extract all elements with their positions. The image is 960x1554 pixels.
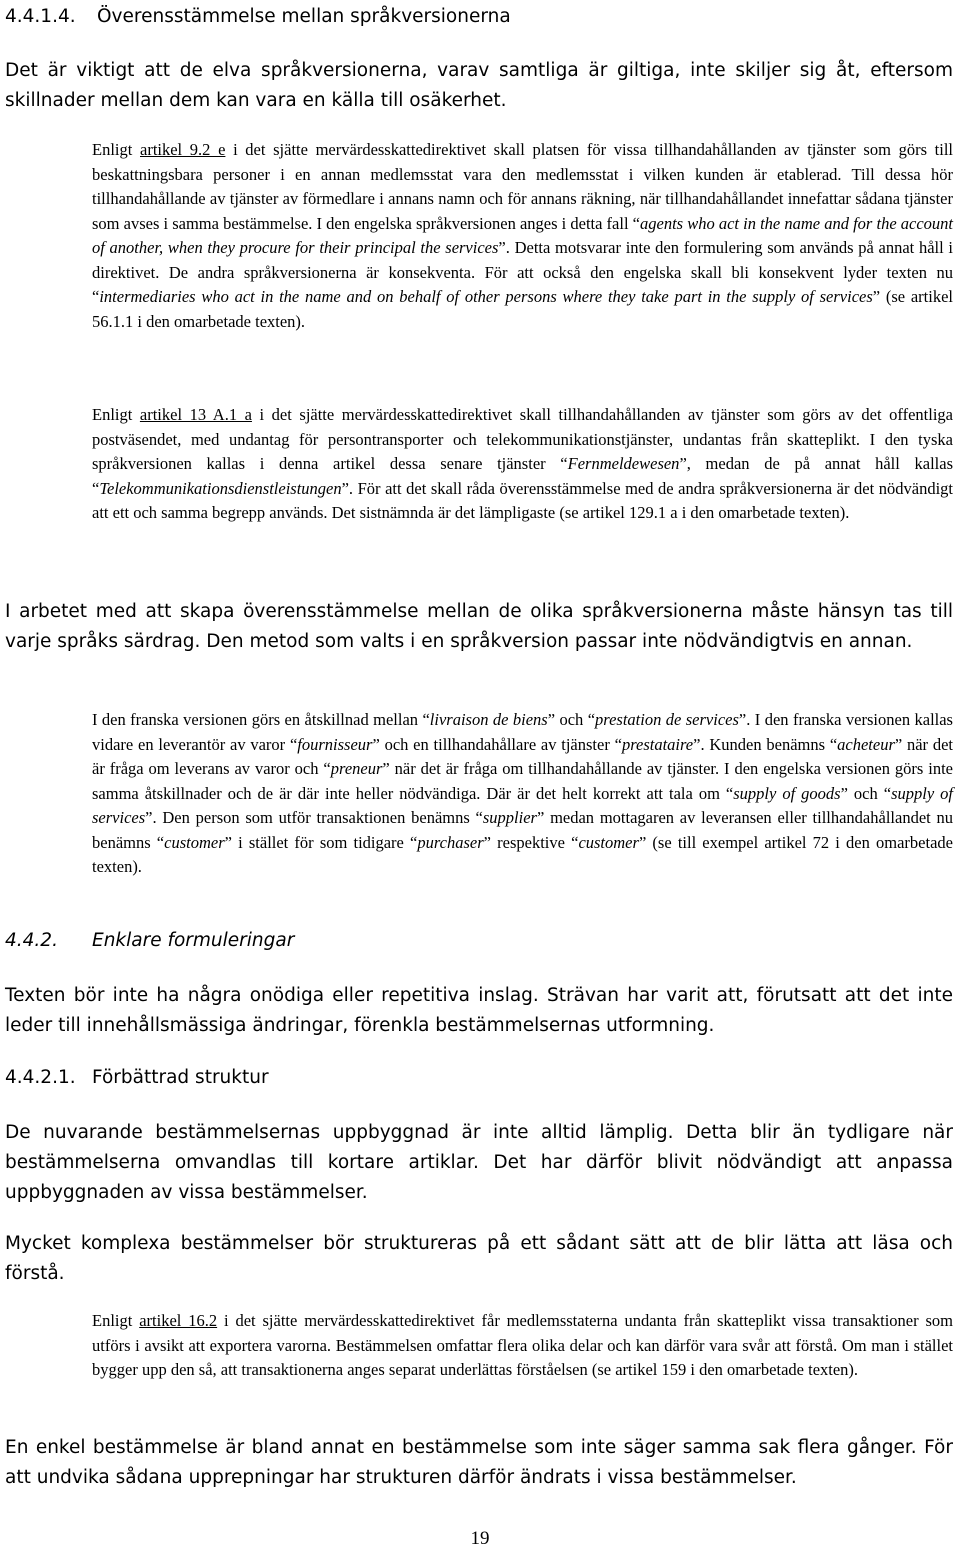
body-paragraph: De nuvarande bestämmelsernas uppbyggnad är inte alltid lämplig. Detta blir än tydligare när bestämmelserna omvandlas till kortare artiklar. Det har därför blivit nödvändigt att anpassa uppbyggnaden av vissa bestämmelser. (5, 1122, 953, 1203)
body-paragraph: Texten bör inte ha några onödiga eller repetitiva inslag. Strävan har varit att, förutsatt att det inte leder till innehållsmässiga ändringar, förenkla bestämmelsernas utformning. (5, 985, 953, 1036)
page-number: 19 (470, 1528, 490, 1549)
example-paragraph-article-16-2: Enligt artikel 16.2 i det sjätte mervärdesskattedirektivet får medlemsstaterna undanta från skatteplikt vissa transaktioner som utförs i avsikt att exportera varorna. Bestämmelsen omfattar flera olika delar och kan därför vara svår att förstå. Om man i stället bygger upp den så, att transaktionerna anges separat underlättas förståelsen (se artikel 159 i den omarbetade texten). (92, 1311, 953, 1379)
section-title: Överensstämmelse mellan språkversionerna (97, 6, 511, 27)
article-link[interactable]: artikel 16.2 (139, 1311, 218, 1330)
example-paragraph-french-version: I den franska versionen görs en åtskillnad mellan “livraison de biens” och “prestation de services”. I den franska versionen kallas vidare en leverantör av varor “fournisseur” och en tillhandahållare av tjänster “prestataire”. Kunden benämns “acheteur” när det är fråga om leverans av varor och “preneur” när det är fråga om tillhandahållande av tjänster. I den engelska versionen görs inte samma åtskillnader och de är där inte heller nödvändiga. Där är det helt korrekt att tala om “supply of goods” och “supply of services”. Den person som utför transaktionen benämns “supplier” medan mottagaren av leveransen eller tillhandahållandet nu benämns “customer” i stället för som tidigare “purchaser” respektive “customer” (se till exempel artikel 72 i den omarbetade texten). (92, 710, 953, 876)
section-number: 4.4.1.4. (5, 6, 76, 27)
body-paragraph: Det är viktigt att de elva språkversionerna, varav samtliga är giltiga, inte skiljer sig åt, eftersom skillnader mellan dem kan vara en källa till osäkerhet. (5, 60, 953, 111)
section-heading-4-4-2-1 (5, 1063, 269, 1093)
section-number: 4.4.2.1. (5, 1067, 76, 1088)
section-title: Förbättrad struktur (92, 1067, 269, 1088)
body-paragraph: I arbetet med att skapa överensstämmelse mellan de olika språkversionerna måste hänsyn tas till varje språks särdrag. Den metod som valts i en språkversion passar inte nödvändigtvis en annan. (5, 601, 953, 652)
body-paragraph: En enkel bestämmelse är bland annat en bestämmelse som inte säger samma sak flera gånger. För att undvika sådana upprepningar har strukturen därför ändrats i vissa bestämmelser. (5, 1437, 953, 1488)
article-link[interactable]: artikel 9.2 e (140, 140, 226, 159)
article-link[interactable]: artikel 13 A.1 a (139, 405, 252, 424)
example-paragraph-article-13-a-1-a: Enligt artikel 13 A.1 a i det sjätte mervärdesskattedirektivet skall tillhandahållanden av tjänster som görs av det offentliga postväsendet, med undantag för persontransporter och telekommunikationstjänster, undantas från skatteplikt. I den tyska språkversionen kallas i denna artikel dessa senare tjänster “Fernmeldewesen”, medan de på annat håll kallas “Telekommunikationsdienstleistungen”. För att det skall råda överensstämmelse med de andra språkversionerna är det nödvändigt att ett och samma begrepp används. Det sistnämnda är det lämpligaste (se artikel 129.1 a i den omarbetade texten). (92, 405, 953, 522)
section-number: 4.4.2. (5, 930, 58, 951)
example-paragraph-article-9-2-e: Enligt artikel 9.2 e i det sjätte mervärdesskattedirektivet skall platsen för vissa tillhandahållanden av tjänster som görs till beskattningsbara personer i en annan medlemsstat vara den medlemsstat i vilken kunden är etablerad. Till dessa hör tillhandahållande av tjänster av förmedlare i annans namn och för annans räkning, när tillhandahållandet innefattar sådana tjänster som avses i samma bestämmelse. I den engelska språkversionen anges i detta fall “agents who act in the name and for the account of another, when they procure for their principal the services”. Detta motsvarar inte den formulering som används på annat håll i direktivet. De andra språkversionerna är konsekventa. För att också den engelska skall bli konsekvent lyder texten nu “intermediaries who act in the name and on behalf of other persons where they take part in the supply of services” (se artikel 56.1.1 i den omarbetade texten). (92, 140, 953, 331)
section-heading-4-4-2 (5, 926, 294, 956)
section-title: Enklare formuleringar (92, 930, 295, 951)
section-heading-4-4-1-4 (5, 2, 511, 32)
body-paragraph: Mycket komplexa bestämmelser bör struktureras på ett sådant sätt att de blir lätta att läsa och förstå. (5, 1233, 953, 1284)
